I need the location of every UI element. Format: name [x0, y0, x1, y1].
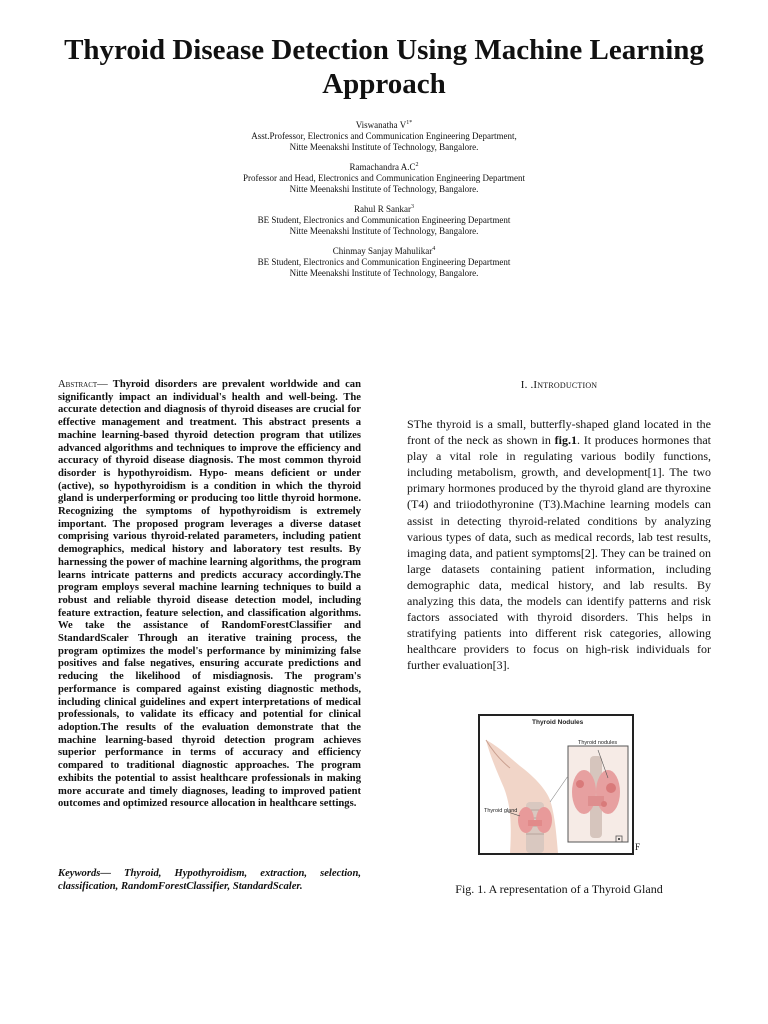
author-name: Viswanatha V — [355, 120, 407, 130]
author-affiliation: Professor and Head, Electronics and Communication Engineering Department — [243, 173, 525, 183]
nodule-shape — [606, 783, 616, 793]
figure-caption: Fig. 1. A representation of a Thyroid Gland — [455, 882, 663, 896]
author-institute: Nitte Meenakshi Institute of Technology, Bangalore. — [289, 142, 479, 152]
paper-title: Thyroid Disease Detection Using Machine Learning Approach — [64, 34, 704, 100]
thyroid-figure — [478, 714, 634, 855]
introduction-paragraph — [407, 416, 711, 674]
author-affiliation: Asst.Professor, Electronics and Communication Engineering Department, — [251, 131, 517, 141]
author-institute: Nitte Meenakshi Institute of Technology, Bangalore. — [289, 268, 479, 278]
author-3 — [100, 204, 668, 237]
author-affiliation: BE Student, Electronics and Communication Engineering Department — [257, 215, 511, 225]
author-sup: 1* — [406, 120, 413, 126]
nodule-shape — [576, 780, 584, 788]
author-affiliation: BE Student, Electronics and Communication Engineering Department — [257, 257, 511, 267]
author-name: Rahul R Sankar — [354, 204, 411, 214]
abstract-paragraph — [58, 379, 361, 811]
keywords-paragraph — [58, 868, 361, 893]
figure-reference: fig.1 — [554, 433, 577, 448]
author-sup: 3 — [411, 204, 414, 210]
intro-text-start: SThe thyroid is a small, butterfly-shaped gland located in the front of the neck as shown in — [407, 417, 711, 448]
abstract-text: Thyroid disorders are prevalent worldwide and can significantly impact an individual's health and well-being. The accurate detection and diagnosis of thyroid diseases are crucial for effective management and treatment. This abstract presents a machine learning-based thyroid detection program that utilizes advanced algorithms and techniques to improve the efficiency and accuracy of thyroid disease diagnosis. The most common thyroid disorder is hypothyroidism. Hypo- means deficient or under (active), so hypothyroidism is a condition in which the thyroid gland is underperforming or producing too little thyroid hormone. Recognizing the symptoms of hypothyroidism is extremely important. The proposed program leverages a diverse dataset comprising various thyroid-related parameters, including patient demographics, medical history and laboratory test results. By harnessing the power of machine learning algorithms, the program learns intricate patterns and predicts accuracy accordingly.The program employs several machine learning techniques to build a robust and reliable thyroid disease detection model, including feature extraction, feature selection, and classification algorithms. We take the assistance of RandomForestClassifier and StandardScaler Through an iterative training process, the program optimizes the model's performance by minimizing false positives and false negatives, ensuring accurate predictions and reducing the likelihood of misdiagnosis. The program's performance is compared against existing diagnostic methods, including clinical guidelines and expert interpretations of medical professionals, to validate its efficacy and potential for clinical adoption.The results of the evaluation demonstrate that the machine learning-based thyroid detection program achieves superior performance in terms of accuracy and efficiency compared to traditional diagnostic approaches. The program exhibits the potential to assist healthcare professionals in making more accurate and timely diagnoses, leading to improved patient outcomes and optimized resource allocation in healthcare settings. — [58, 379, 361, 810]
nodule-shape — [601, 801, 607, 807]
keywords-text: Thyroid, Hypothyroidism, extraction, selection, classification, RandomForestClassifier, StandardScaler. — [58, 868, 361, 892]
author-sup: 4 — [432, 246, 436, 252]
section-heading-introduction: I. .Introduction — [520, 379, 598, 391]
author-2 — [100, 162, 668, 195]
label-thyroid-gland: Thyroid gland — [484, 808, 518, 814]
abstract-label: Abstract— — [58, 379, 108, 390]
author-sup: 2 — [415, 162, 419, 168]
author-name: Chinmay Sanjay Mahulikar — [332, 246, 433, 256]
keywords-label: Keywords— — [58, 868, 111, 879]
thyroid-illustration — [480, 716, 632, 853]
author-1 — [100, 120, 668, 153]
intro-text-rest: . It produces hormones that play a vital role in regulating various bodily functions, including metabolism, growth, and development[1]. The two primary hormones produced by the thyroid gland are thyroxine (T4) and triiodothyronine (T3).Machine learning models can assist in detecting thyroid-related conditions by analyzing various types of data, such as medical records, lab test results, imaging data, and patient symptoms[2]. They can be trained on large datasets containing patient information, including demographic data, medical history, and lab results. By analyzing this data, the models can identify patterns and risk factors associated with thyroid disorders. This helps in stratifying patients into different risk categories, allowing healthcare providers to focus on high-risk individuals for further evaluation[3]. — [407, 433, 711, 673]
figure-title: Thyroid Nodules — [532, 719, 584, 726]
stray-mark: F — [635, 842, 641, 852]
enlarged-left-lobe — [572, 770, 596, 814]
author-institute: Nitte Meenakshi Institute of Technology, Bangalore. — [289, 226, 479, 236]
author-4 — [100, 246, 668, 279]
author-institute: Nitte Meenakshi Institute of Technology, Bangalore. — [289, 184, 479, 194]
label-thyroid-nodules: Thyroid nodules — [578, 740, 618, 746]
author-block — [100, 120, 668, 288]
author-name: Ramachandra A.C — [349, 162, 416, 172]
